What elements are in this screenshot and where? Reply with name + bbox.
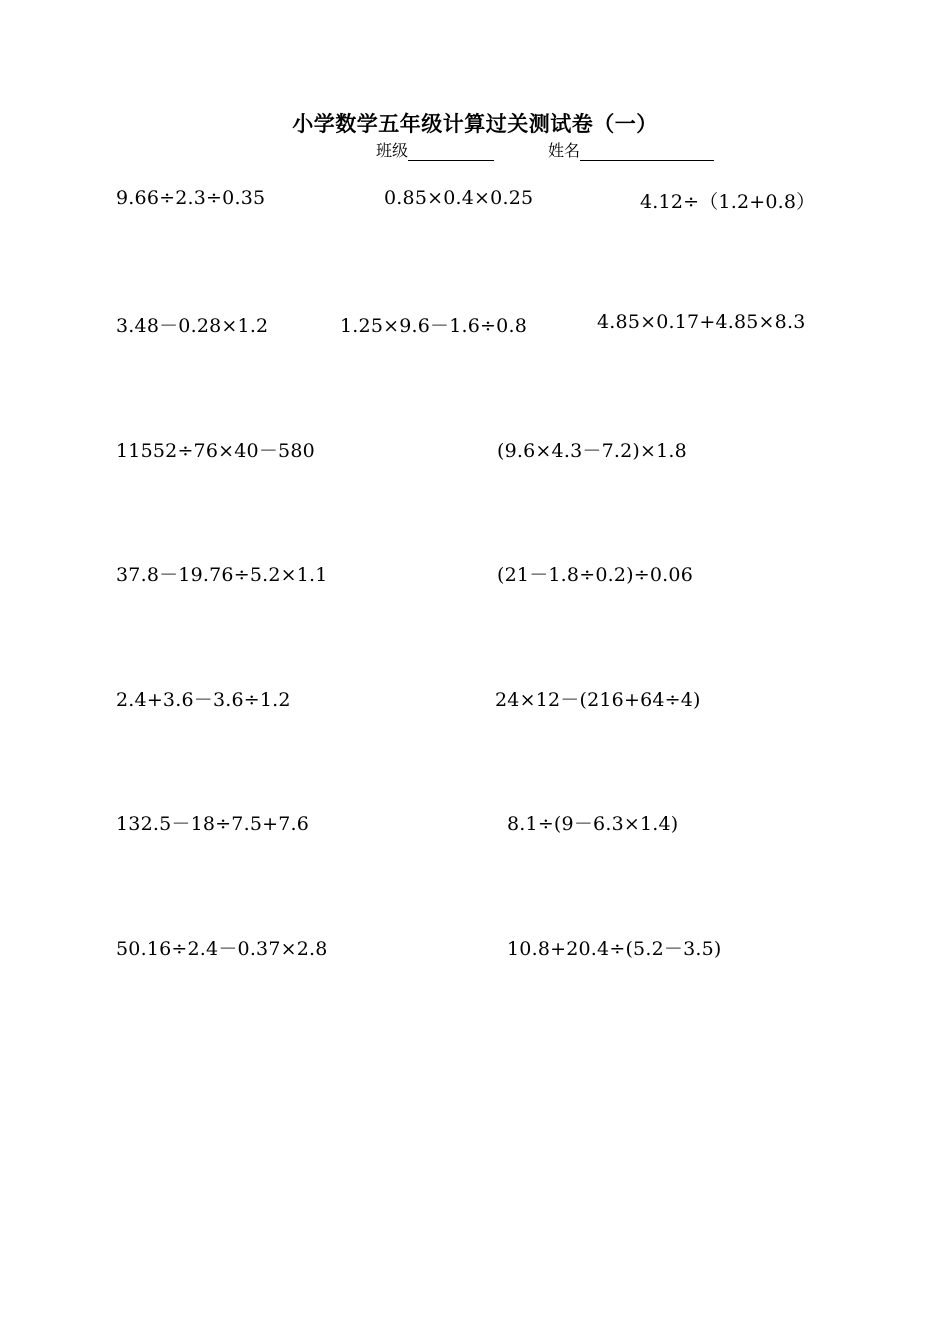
name-field	[548, 138, 714, 161]
problem-14: 8.1÷(9－6.3×1.4)	[507, 813, 679, 835]
class-blank-line	[408, 142, 494, 161]
name-blank-line	[580, 142, 714, 161]
problem-6: 4.85×0.17+4.85×8.3	[597, 311, 806, 333]
problem-7: 11552÷76×40－580	[116, 440, 315, 462]
problem-9: 37.8－19.76÷5.2×1.1	[116, 564, 328, 586]
page-title: 小学数学五年级计算过关测试卷（一）	[292, 112, 658, 136]
problem-2: 0.85×0.4×0.25	[384, 187, 534, 209]
problem-3: 4.12÷（1.2+0.8）	[640, 191, 816, 213]
problem-1: 9.66÷2.3÷0.35	[116, 187, 266, 209]
problem-16: 10.8+20.4÷(5.2－3.5)	[507, 938, 722, 960]
problem-11: 2.4+3.6－3.6÷1.2	[116, 689, 291, 711]
problem-12: 24×12－(216+64÷4)	[495, 689, 701, 711]
problem-13: 132.5－18÷7.5+7.6	[116, 813, 310, 835]
class-field	[376, 138, 494, 161]
problem-8: (9.6×4.3－7.2)×1.8	[497, 440, 687, 462]
problem-10: (21－1.8÷0.2)÷0.06	[497, 564, 693, 586]
name-label: 姓名	[548, 141, 581, 160]
class-label: 班级	[376, 141, 409, 160]
problem-15: 50.16÷2.4－0.37×2.8	[116, 938, 328, 960]
problem-5: 1.25×9.6－1.6÷0.8	[340, 315, 527, 337]
problem-4: 3.48－0.28×1.2	[116, 315, 269, 337]
